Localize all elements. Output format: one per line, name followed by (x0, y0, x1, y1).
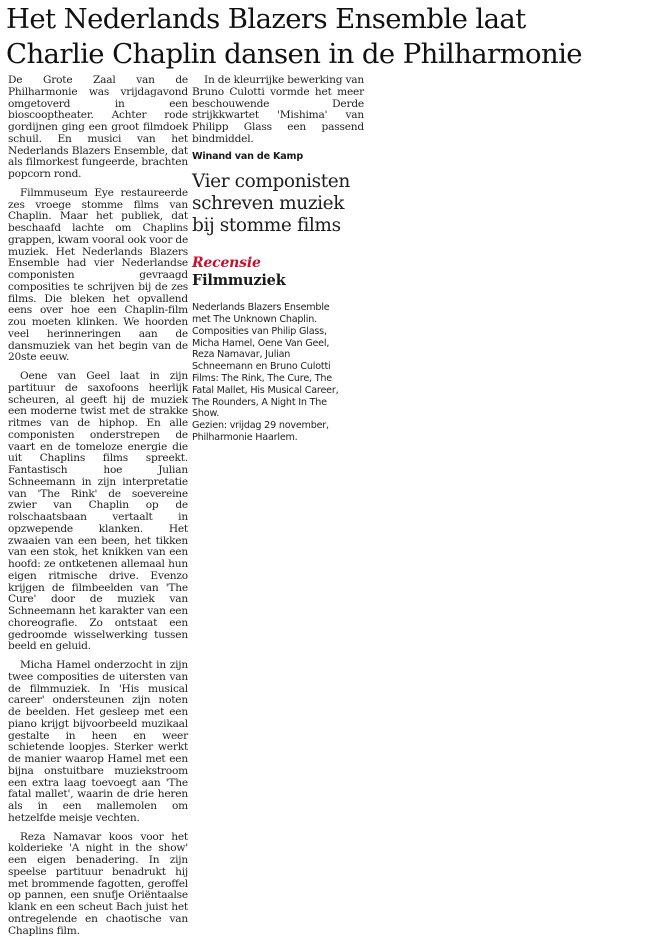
subheadline-line-2: schreven muziek (192, 193, 345, 215)
subheadline-line-1: Vier componisten (192, 171, 350, 193)
body-paragraph-4: Micha Hamel onderzocht in zijn twee composities de uitersten van de filmmuziek. In 'His musical career' ondersteunen zijn noten de beelden. Het gesleep met een piano krijgt bijvoorbeeld muzikaal gestalte in heen en weer schietende loopjes. Sterker werkt de manier waarop Hamel met een bijna onstuitbare muziekstroom een extra laag toevoegt aan 'The fatal mallet', waarin de drie heren als in een mallemolen om hetzelfde meisje vechten. (8, 659, 188, 824)
info-line: met The Unknown Chaplin. (192, 314, 317, 326)
headline (6, 2, 666, 72)
info-line: Nederlands Blazers Ensemble (192, 302, 330, 314)
info-line: Philharmonie Haarlem. (192, 432, 298, 444)
review-infobox (192, 302, 364, 444)
info-line: Show. (192, 408, 220, 420)
body-paragraph-3: Oene van Geel laat in zijn partituur de saxofoons heerlijk scheuren, al geeft hij de muziek een moderne twist met de strakke ritmes van de hiphop. En alle componisten onderstrepen de vaart en de tomeloze energie die uit Chaplins films spreekt. Fantastisch hoe Julian Schneemann in zijn interpretatie van 'The Rink' de soevereine zwier van Chaplin op de rolschaatsbaan vertaalt in opzwepende klanken. Het zwaaien van een been, het tikken van een stok, het knikken van een hoofd: ze ontketenen allemaal hun eigen ritmische drive. Evenzo krijgen de filmbeelden van 'The Cure' door de muziek van Schneemann het karakter van een choreografie. Zo ontstaat een gedroomde wisselwerking tussen beeld en geluid. (8, 370, 188, 653)
body-paragraph-1: De Grote Zaal van de Philharmonie was vrijdagavond omgetoverd in een bioscooptheater. Achter rode gordijnen ging een groot filmdoek schuil. En musici van het Nederlands Blazers Ensemble, dat als filmorkest fungeerde, brachten popcorn rond. (8, 74, 188, 180)
body-paragraph-5: Reza Namavar koos voor het kolderieke 'A night in the show' een eigen benadering. In zijn speelse partituur benadrukt hij met brommende fagotten, geroffel op pannen, een snufje Oriëntaalse klank en een scheut Bach juist het ontregelende en chaotische van Chaplins film. (8, 830, 188, 937)
info-line: Schneemann en Bruno Culotti (192, 361, 331, 373)
article-column-right (192, 75, 364, 444)
info-line: Micha Hamel, Oene Van Geel, (192, 337, 330, 349)
info-line: Reza Namavar, Julian (192, 349, 291, 361)
subheadline (192, 171, 364, 237)
subheadline-line-3: bij stomme films (192, 215, 341, 237)
section-title: Filmmuziek (192, 272, 286, 290)
info-line: Films: The Rink, The Cure, The (192, 373, 332, 385)
info-line: Fatal Mallet, His Musical Career, (192, 384, 339, 396)
info-line: The Rounders, A Night In The (192, 396, 327, 408)
body-paragraph-2: Filmmuseum Eye restaureerde zes vroege stomme films van Chaplin. Maar het publiek, dat beschaafd lachte om Chaplins grappen, kwam vooral ook voor de muziek. Het Nederlands Blazers Ensemble had vier Nederlandse componisten gevraagd composities te schrijven bij de zes films. Die bleken het opvallend eens over hoe een Chaplin-film zou moeten klinken. We hoorden veel herinneringen aan de dansmuziek van het begin van de 20ste eeuw. (8, 186, 189, 364)
review-label: Recensie (192, 255, 261, 272)
article-column-left (8, 75, 188, 944)
author-byline: Winand van de Kamp (192, 150, 303, 162)
body-paragraph-6: In de kleurrijke bewerking van Bruno Culotti vormde het meer beschouwende Derde strijkkwartet 'Mishima' van Philipp Glass een passend bindmiddel. (192, 74, 364, 145)
headline-line-1: Het Nederlands Blazers Ensemble laat (6, 3, 526, 35)
headline-line-2: Charlie Chaplin dansen in de Philharmonie (6, 38, 582, 70)
info-line: Gezien: vrijdag 29 november, (192, 420, 329, 432)
info-line: Composities van Philip Glass, (192, 325, 327, 337)
